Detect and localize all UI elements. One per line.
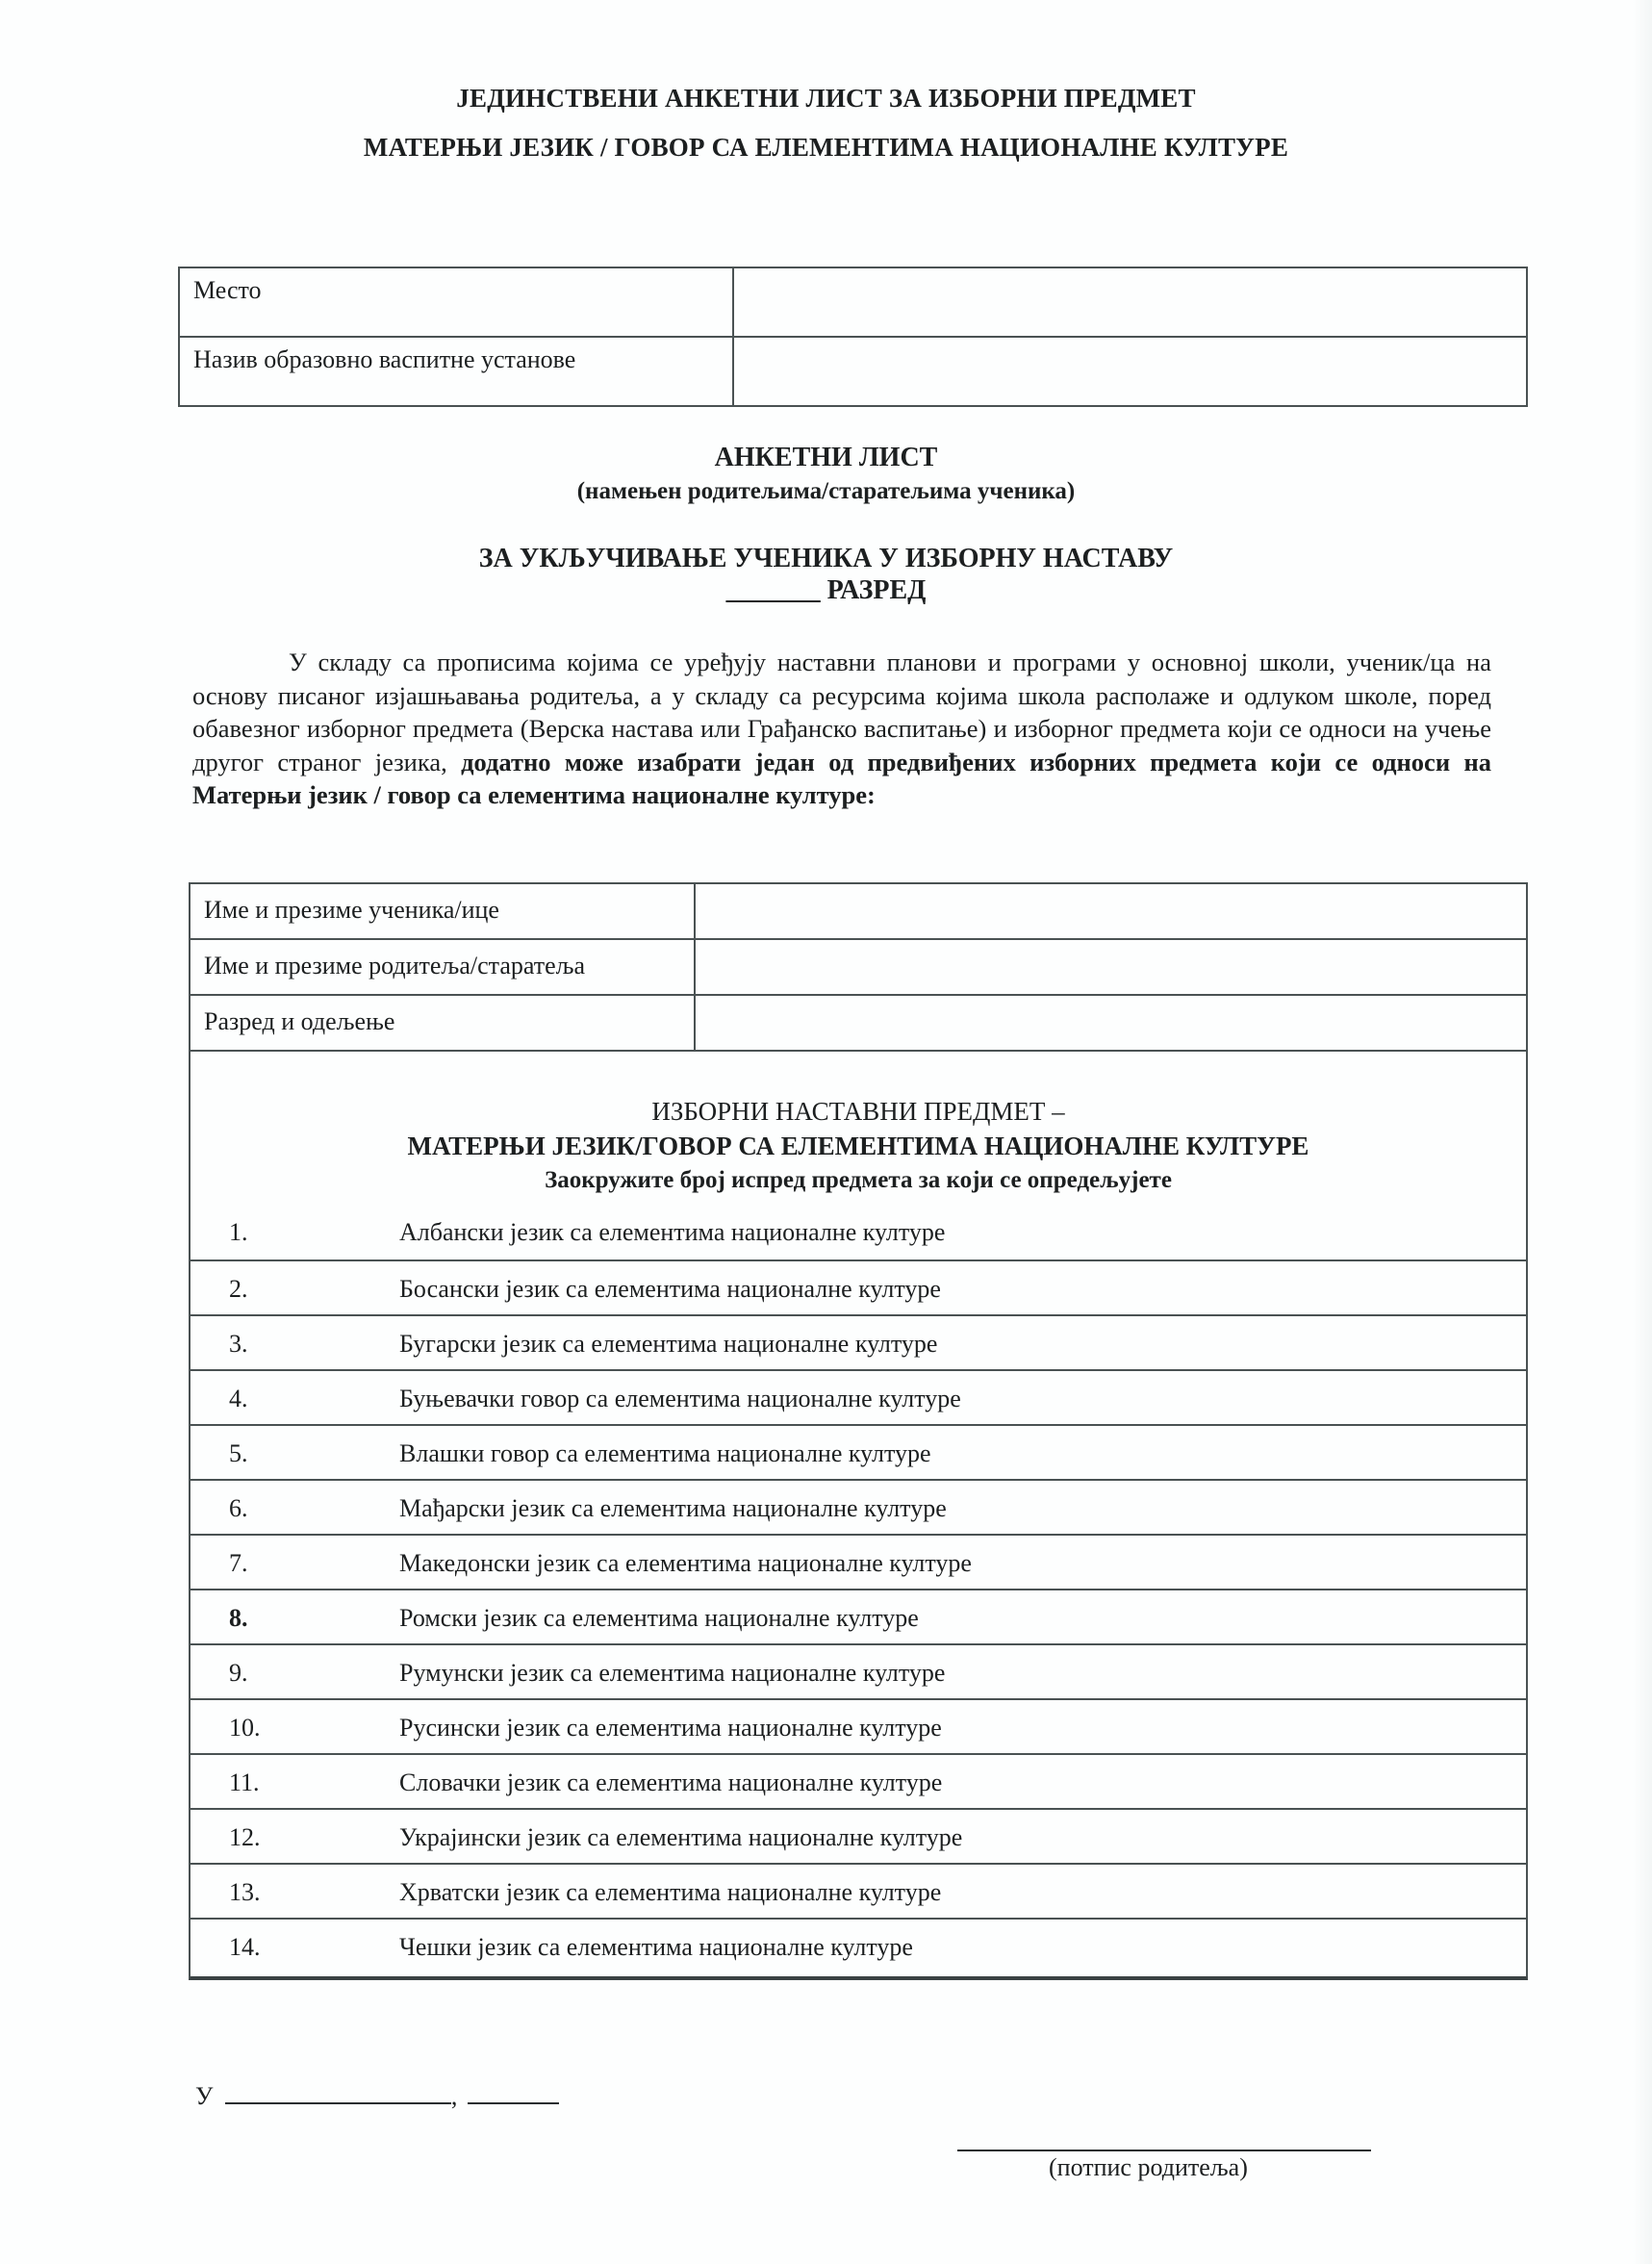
intro-bold-text: додатно може изабрати један од предвиђених изборних предмета који се односи на Матерњи језик / говор са елементима националне културе: <box>192 747 1492 809</box>
subject-option[interactable] <box>191 1314 1526 1370</box>
option-number[interactable]: 14. <box>229 1933 261 1961</box>
place-blank[interactable] <box>225 2081 451 2104</box>
option-label: Буњевачки говор са елементима националне културе <box>399 1385 961 1412</box>
parent-name-field[interactable] <box>695 939 1527 995</box>
survey-purpose: ЗА УКЉУЧИВАЊЕ УЧЕНИКА У ИЗБОРНУ НАСТАВУ <box>478 544 1174 573</box>
subject-option[interactable] <box>191 1753 1526 1809</box>
grade-blank[interactable]: _______ <box>725 575 821 605</box>
option-label: Влашки говор са елементима националне културе <box>399 1439 931 1467</box>
place-comma: , <box>450 2082 458 2110</box>
institution-name-field[interactable] <box>733 337 1527 406</box>
intro-normal-text: У складу са прописима којима се уређују наставни планови и програми у основној школи, ученик/ца на основу писаног изјашњавања родитеља, а у складу са ресурсима којима школа располаже и одлуком школе, поред обавезног изборног предмета (Верска настава или Грађанско васпитање) и изборног предмета који се односи на учење другог страног језика, <box>192 648 1491 776</box>
subject-option[interactable] <box>191 1589 1526 1644</box>
subject-option[interactable] <box>191 1534 1526 1590</box>
scan-edge <box>1633 0 1652 2264</box>
subject-option[interactable] <box>191 1205 1526 1260</box>
option-label: Словачки језик са елементима националне културе <box>399 1768 943 1796</box>
option-label: Мађарски језик са елементима националне културе <box>399 1494 947 1522</box>
subject-option[interactable] <box>191 1259 1526 1315</box>
option-label: Македонски језик са елементима националне културе <box>399 1549 972 1577</box>
option-label: Русински језик са елементима националне културе <box>399 1714 942 1742</box>
option-number[interactable]: 9. <box>229 1659 248 1687</box>
grade-label: РАЗРЕД <box>826 575 927 605</box>
grade-line <box>0 575 1652 606</box>
signature-caption: (потпис родитеља) <box>1049 2153 1248 2181</box>
option-label: Чешки језик са елементима националне културе <box>399 1933 913 1961</box>
option-label: Босански језик са елементима националне културе <box>399 1275 941 1303</box>
place-date-line <box>195 2081 559 2111</box>
option-number[interactable]: 12. <box>229 1823 261 1851</box>
document-title-line2: МАТЕРЊИ ЈЕЗИК / ГОВОР СА ЕЛЕМЕНТИМА НАЦИОНАЛНЕ КУЛТУРЕ <box>363 133 1289 162</box>
subjects-heading-line1: ИЗБОРНИ НАСТАВНИ ПРЕДМЕТ – <box>651 1097 1065 1126</box>
student-info-table <box>189 882 1528 1052</box>
option-number[interactable]: 7. <box>229 1549 248 1577</box>
option-label: Бугарски језик са елементима националне културе <box>399 1330 938 1358</box>
option-number[interactable]: 13. <box>229 1878 261 1906</box>
option-number[interactable]: 6. <box>229 1494 248 1522</box>
subject-option[interactable] <box>191 1698 1526 1754</box>
place-prefix: У <box>195 2082 214 2110</box>
option-label: Хрватски језик са елементима националне културе <box>399 1878 942 1906</box>
subject-option[interactable] <box>191 1863 1526 1919</box>
place-field[interactable] <box>733 267 1527 337</box>
subject-option[interactable] <box>191 1479 1526 1535</box>
label-grade-class: Разред и одељење <box>190 995 695 1051</box>
subjects-heading-line2: МАТЕРЊИ ЈЕЗИК/ГОВОР СА ЕЛЕМЕНТИМА НАЦИОНАЛНЕ КУЛТУРЕ <box>407 1132 1309 1160</box>
survey-heading: АНКЕТНИ ЛИСТ <box>714 443 938 472</box>
option-number[interactable]: 1. <box>229 1218 248 1246</box>
subjects-instruction: Заокружите број испред предмета за који се опредељујете <box>545 1167 1172 1193</box>
label-place: Место <box>179 267 733 337</box>
subject-option[interactable] <box>191 1424 1526 1480</box>
label-student-name: Име и презиме ученика/ице <box>190 883 695 939</box>
label-parent-name: Име и презиме родитеља/старатеља <box>190 939 695 995</box>
option-label: Ромски језик са елементима националне културе <box>399 1604 919 1632</box>
intro-paragraph <box>192 646 1491 812</box>
subject-option[interactable] <box>191 1643 1526 1699</box>
label-institution-name: Назив образовно васпитне установе <box>179 337 733 406</box>
option-label: Румунски језик са елементима националне културе <box>399 1659 946 1687</box>
option-number[interactable]: 5. <box>229 1439 248 1467</box>
survey-subheading: (намењен родитељима/старатељима ученика) <box>576 478 1076 504</box>
option-number[interactable]: 4. <box>229 1385 248 1412</box>
document-title-line1: ЈЕДИНСТВЕНИ АНКЕТНИ ЛИСТ ЗА ИЗБОРНИ ПРЕДМЕТ <box>456 84 1196 113</box>
option-label: Албански језик са елементима националне културе <box>399 1218 946 1246</box>
subject-option[interactable] <box>191 1369 1526 1425</box>
subject-option[interactable] <box>191 1918 1526 1973</box>
option-number[interactable]: 10. <box>229 1714 261 1742</box>
subject-option[interactable] <box>191 1808 1526 1864</box>
signature-line[interactable] <box>957 2150 1371 2151</box>
option-number[interactable]: 11. <box>229 1768 260 1796</box>
institution-table <box>178 267 1528 407</box>
option-number[interactable]: 3. <box>229 1330 248 1358</box>
option-number[interactable]: 2. <box>229 1275 248 1303</box>
option-label: Украјински језик са елементима националне културе <box>399 1823 963 1851</box>
option-number[interactable]: 8. <box>229 1604 248 1632</box>
student-name-field[interactable] <box>695 883 1527 939</box>
date-blank[interactable] <box>468 2081 559 2104</box>
grade-class-field[interactable] <box>695 995 1527 1051</box>
subject-selection-block <box>189 1052 1528 1980</box>
